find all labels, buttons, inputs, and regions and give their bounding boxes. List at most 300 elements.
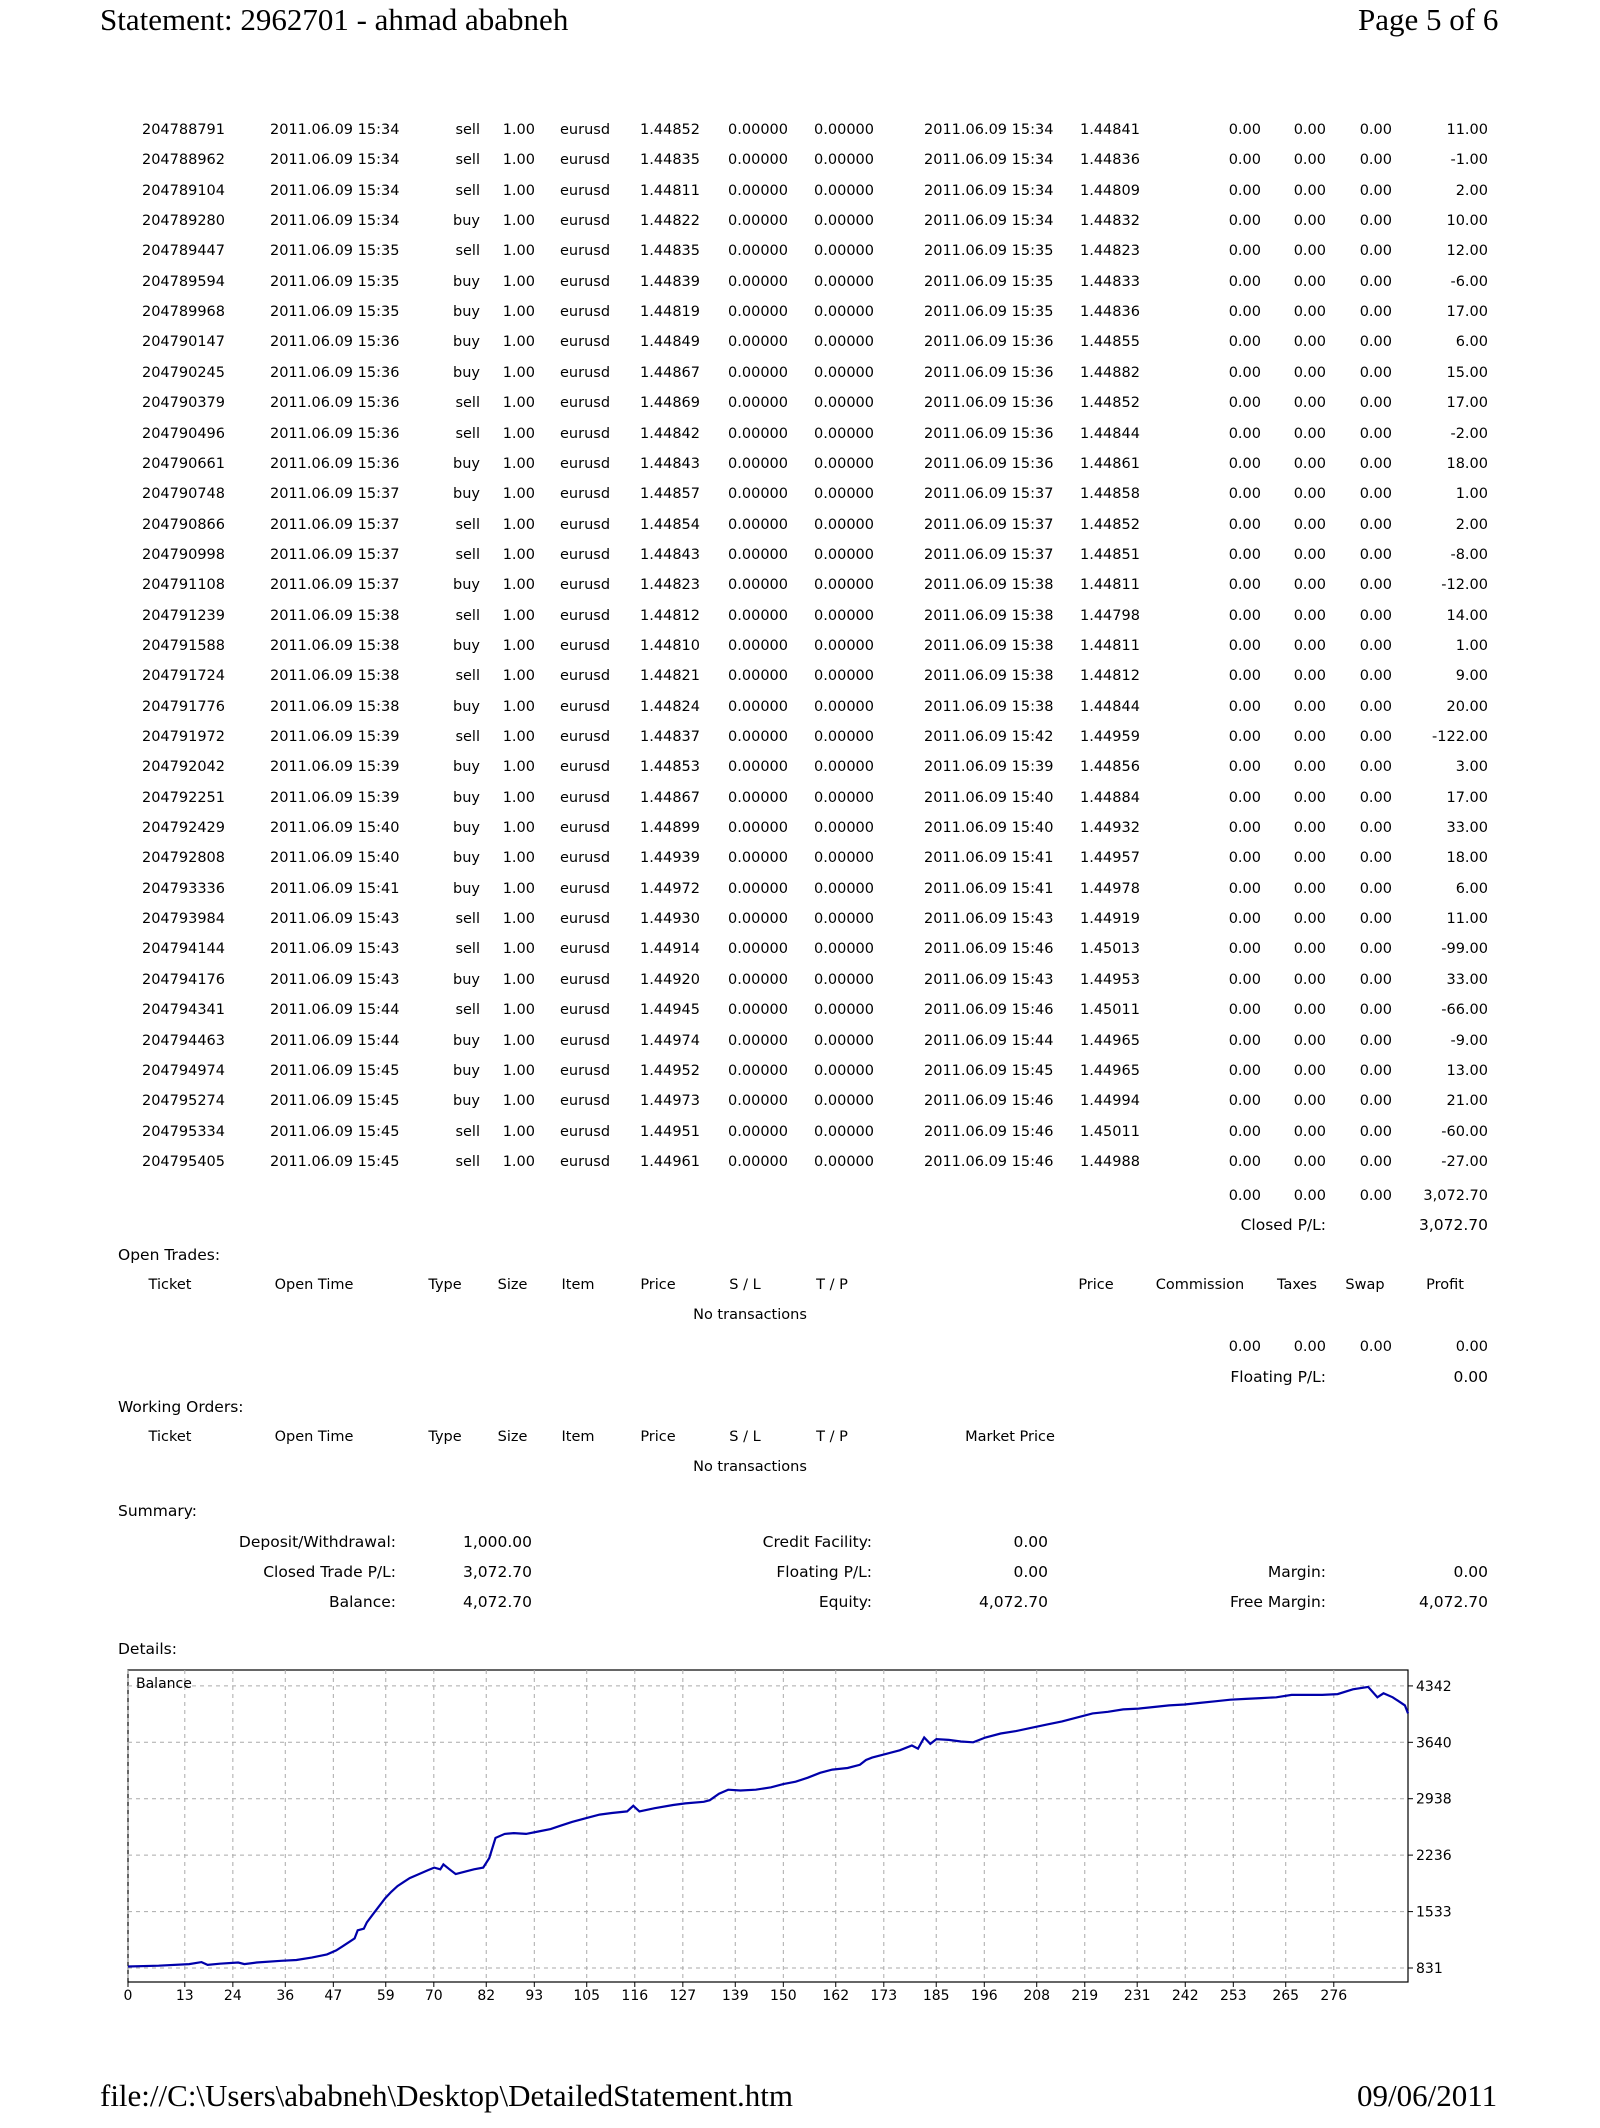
closed-trade-ticket: 204788962: [141, 152, 225, 169]
closed-trade-profit: -66.00: [1441, 1002, 1488, 1019]
closed-trade-tp: 0.00000: [814, 516, 874, 533]
closed-trade-commission: 0.00: [1228, 546, 1261, 563]
closed-trade-item: eurusd: [560, 607, 611, 624]
closed-trade-open-time: 2011.06.09 15:39: [270, 729, 400, 745]
closed-trade-pl-label: Closed Trade P/L:: [263, 1563, 396, 1581]
closed-trade-taxes: 0.00: [1293, 1032, 1326, 1049]
chart-y-tick-label: 3640: [1416, 1735, 1452, 1752]
closed-trade-close-time: 2011.06.09 15:40: [924, 820, 1054, 837]
closed-trade-commission: 0.00: [1228, 364, 1261, 381]
closed-trade-open-time: 2011.06.09 15:38: [270, 607, 400, 624]
closed-trade-ticket: 204794176: [141, 971, 225, 988]
closed-trade-type: buy: [453, 273, 480, 290]
closed-trade-swap: 0.00: [1359, 820, 1392, 837]
closed-trade-profit: 20.00: [1446, 698, 1488, 715]
closed-trade-sl: 0.00000: [728, 850, 788, 867]
closed-trade-type: sell: [455, 1002, 480, 1019]
closed-trade-open-time: 2011.06.09 15:36: [270, 455, 400, 472]
closed-trade-close-time: 2011.06.09 15:35: [924, 304, 1054, 321]
closed-trade-ticket: 204790245: [141, 364, 225, 381]
closed-trade-close-time: 2011.06.09 15:35: [924, 273, 1054, 290]
closed-trade-tp: 0.00000: [814, 334, 874, 351]
closed-trade-taxes: 0.00: [1293, 213, 1326, 230]
closed-trade-close-price: 1.45011: [1080, 1002, 1140, 1019]
closed-trade-swap: 0.00: [1359, 911, 1392, 928]
closed-trade-taxes: 0.00: [1293, 334, 1326, 351]
closed-trade-profit: 11.00: [1446, 122, 1488, 138]
closed-trade-size: 1.00: [502, 577, 535, 594]
closed-trade-sl: 0.00000: [728, 1032, 788, 1049]
closed-swap-total: 0.00: [1359, 1188, 1392, 1204]
margin-label: Margin:: [1267, 1563, 1326, 1581]
closed-trade-tp: 0.00000: [814, 1032, 874, 1049]
closed-trade-type: buy: [453, 1032, 480, 1049]
closed-trade-price: 1.44823: [640, 577, 700, 594]
closed-trade-ticket: 204791724: [141, 668, 225, 685]
closed-trade-taxes: 0.00: [1293, 1123, 1326, 1140]
closed-trade-item: eurusd: [560, 759, 611, 776]
closed-trade-ticket: 204794974: [141, 1062, 225, 1079]
closed-trade-swap: 0.00: [1359, 1002, 1392, 1019]
closed-trade-commission: 0.00: [1228, 1153, 1261, 1170]
working-header-type: Type: [428, 1429, 462, 1445]
closed-trade-open-time: 2011.06.09 15:35: [270, 273, 400, 290]
closed-trade-sl: 0.00000: [728, 1002, 788, 1019]
closed-trade-sl: 0.00000: [728, 516, 788, 533]
chart-x-tick-label: 70: [424, 1988, 443, 2004]
closed-trade-commission: 0.00: [1228, 577, 1261, 594]
closed-trade-swap: 0.00: [1359, 789, 1392, 806]
closed-trade-open-time: 2011.06.09 15:40: [270, 850, 400, 867]
closed-trade-taxes: 0.00: [1293, 1153, 1326, 1170]
deposit-value: 1,000.00: [462, 1533, 532, 1551]
closed-trade-price: 1.44835: [640, 243, 700, 260]
closed-trade-close-price: 1.44823: [1080, 243, 1140, 260]
closed-trade-commission: 0.00: [1228, 698, 1261, 715]
closed-trade-type: sell: [455, 941, 480, 958]
closed-trade-commission: 0.00: [1228, 152, 1261, 169]
deposit-label: Deposit/Withdrawal:: [238, 1533, 396, 1551]
open-header-item: Item: [561, 1277, 595, 1293]
chart-x-tick-label: 265: [1272, 1988, 1300, 2004]
closed-trade-close-time: 2011.06.09 15:36: [924, 425, 1054, 442]
closed-trade-close-time: 2011.06.09 15:36: [924, 455, 1054, 472]
closed-trade-close-price: 1.44884: [1080, 789, 1140, 806]
closed-trade-open-time: 2011.06.09 15:35: [270, 304, 400, 321]
open-header-tp: T / P: [816, 1277, 848, 1293]
chart-x-tick-label: 208: [1023, 1988, 1051, 2004]
closed-trade-tp: 0.00000: [814, 729, 874, 745]
closed-trade-profit: -99.00: [1441, 941, 1488, 958]
closed-trade-commission: 0.00: [1228, 789, 1261, 806]
closed-trade-sl: 0.00000: [728, 911, 788, 928]
closed-trade-type: buy: [453, 455, 480, 472]
chart-legend-label: Balance: [136, 1676, 192, 1692]
closed-trade-size: 1.00: [502, 668, 535, 685]
closed-trade-type: sell: [455, 122, 480, 138]
closed-trade-taxes: 0.00: [1293, 122, 1326, 138]
closed-trade-commission: 0.00: [1228, 1093, 1261, 1110]
closed-trade-ticket: 204790496: [141, 425, 225, 442]
closed-trade-tp: 0.00000: [814, 698, 874, 715]
closed-trade-size: 1.00: [502, 304, 535, 321]
closed-trade-close-price: 1.44953: [1080, 971, 1140, 988]
closed-trade-tp: 0.00000: [814, 304, 874, 321]
closed-trade-tp: 0.00000: [814, 607, 874, 624]
closed-trade-commission: 0.00: [1228, 729, 1261, 745]
closed-trade-sl: 0.00000: [728, 455, 788, 472]
equity-label: Equity:: [818, 1593, 872, 1611]
closed-trade-size: 1.00: [502, 637, 535, 654]
page-header-page-number: Page 5 of 6: [1358, 2, 1499, 37]
closed-trade-sl: 0.00000: [728, 1123, 788, 1140]
chart-x-tick-label: 162: [822, 1988, 850, 2004]
closed-trade-close-time: 2011.06.09 15:36: [924, 395, 1054, 412]
closed-trade-item: eurusd: [560, 152, 611, 169]
closed-trade-item: eurusd: [560, 455, 611, 472]
closed-trade-type: sell: [455, 425, 480, 442]
closed-trade-close-price: 1.44932: [1080, 820, 1140, 837]
closed-trade-item: eurusd: [560, 122, 611, 138]
closed-trade-close-time: 2011.06.09 15:46: [924, 1153, 1054, 1170]
closed-trade-type: buy: [453, 820, 480, 837]
closed-trade-size: 1.00: [502, 729, 535, 745]
closed-trade-close-price: 1.44858: [1080, 486, 1140, 503]
closed-trade-taxes: 0.00: [1293, 273, 1326, 290]
closed-trade-swap: 0.00: [1359, 182, 1392, 199]
closed-trade-swap: 0.00: [1359, 850, 1392, 867]
closed-trade-commission: 0.00: [1228, 516, 1261, 533]
closed-trade-profit: 17.00: [1446, 395, 1488, 412]
closed-trade-close-price: 1.44811: [1080, 577, 1140, 594]
closed-trade-ticket: 204795274: [141, 1093, 225, 1110]
closed-trade-item: eurusd: [560, 334, 611, 351]
closed-trade-open-time: 2011.06.09 15:43: [270, 941, 400, 958]
closed-trade-commission: 0.00: [1228, 455, 1261, 472]
closed-trade-ticket: 204789594: [141, 273, 225, 290]
closed-trade-close-price: 1.44965: [1080, 1032, 1140, 1049]
closed-trade-tp: 0.00000: [814, 122, 874, 138]
open-header-profit: Profit: [1426, 1277, 1464, 1293]
closed-trade-commission: 0.00: [1228, 122, 1261, 138]
closed-trade-size: 1.00: [502, 789, 535, 806]
closed-trade-size: 1.00: [502, 880, 535, 897]
closed-trade-profit: -9.00: [1450, 1032, 1488, 1049]
chart-x-tick-label: 127: [669, 1988, 697, 2004]
credit-facility-label: Credit Facility:: [762, 1533, 872, 1551]
closed-trade-pl-value: 3,072.70: [462, 1563, 532, 1581]
closed-trade-ticket: 204791776: [141, 698, 225, 715]
closed-trade-size: 1.00: [502, 152, 535, 169]
closed-trade-swap: 0.00: [1359, 273, 1392, 290]
closed-trade-type: buy: [453, 759, 480, 776]
closed-trade-commission: 0.00: [1228, 941, 1261, 958]
closed-trade-close-price: 1.44811: [1080, 637, 1140, 654]
closed-trade-sl: 0.00000: [728, 364, 788, 381]
closed-trade-open-time: 2011.06.09 15:37: [270, 516, 400, 533]
closed-trade-sl: 0.00000: [728, 152, 788, 169]
closed-trade-swap: 0.00: [1359, 577, 1392, 594]
closed-trade-swap: 0.00: [1359, 1123, 1392, 1140]
closed-trade-item: eurusd: [560, 698, 611, 715]
closed-pl-value: 3,072.70: [1418, 1216, 1488, 1234]
closed-trade-type: buy: [453, 334, 480, 351]
closed-trade-item: eurusd: [560, 213, 611, 230]
closed-trade-ticket: 204792251: [141, 789, 225, 806]
closed-trade-close-time: 2011.06.09 15:37: [924, 516, 1054, 533]
closed-trade-item: eurusd: [560, 1062, 611, 1079]
closed-trade-item: eurusd: [560, 1153, 611, 1170]
closed-trade-ticket: 204792808: [141, 850, 225, 867]
closed-trade-swap: 0.00: [1359, 668, 1392, 685]
closed-trade-type: sell: [455, 395, 480, 412]
closed-trade-close-price: 1.44852: [1080, 516, 1140, 533]
closed-trade-close-time: 2011.06.09 15:34: [924, 182, 1054, 199]
open-header-sl: S / L: [729, 1277, 761, 1293]
chart-x-tick-label: 13: [175, 1988, 194, 2004]
open-header-price-2: Price: [1078, 1277, 1114, 1293]
closed-trade-size: 1.00: [502, 607, 535, 624]
equity-value: 4,072.70: [978, 1593, 1048, 1611]
closed-trade-close-time: 2011.06.09 15:45: [924, 1062, 1054, 1079]
closed-trade-item: eurusd: [560, 820, 611, 837]
closed-trade-sl: 0.00000: [728, 334, 788, 351]
chart-x-tick-label: 231: [1123, 1988, 1151, 2004]
closed-trade-close-price: 1.44836: [1080, 152, 1140, 169]
closed-trade-swap: 0.00: [1359, 304, 1392, 321]
closed-trade-item: eurusd: [560, 850, 611, 867]
closed-trade-tp: 0.00000: [814, 911, 874, 928]
details-title: Details:: [118, 1640, 177, 1658]
open-header-ticket: Ticket: [148, 1277, 192, 1293]
closed-trade-commission: 0.00: [1228, 759, 1261, 776]
open-profit-total: 0.00: [1455, 1339, 1488, 1355]
open-header-price: Price: [640, 1277, 676, 1293]
closed-trade-tp: 0.00000: [814, 637, 874, 654]
closed-trade-close-price: 1.44851: [1080, 546, 1140, 563]
closed-trade-tp: 0.00000: [814, 213, 874, 230]
closed-trade-tp: 0.00000: [814, 971, 874, 988]
closed-trade-tp: 0.00000: [814, 820, 874, 837]
closed-trade-commission: 0.00: [1228, 395, 1261, 412]
closed-trade-size: 1.00: [502, 820, 535, 837]
closed-trade-tp: 0.00000: [814, 1093, 874, 1110]
closed-trade-size: 1.00: [502, 364, 535, 381]
closed-trade-ticket: 204790748: [141, 486, 225, 503]
chart-x-tick-label: 242: [1171, 1988, 1199, 2004]
closed-trade-item: eurusd: [560, 364, 611, 381]
closed-trade-swap: 0.00: [1359, 941, 1392, 958]
closed-trade-price: 1.44867: [640, 789, 700, 806]
closed-trade-price: 1.44972: [640, 880, 700, 897]
open-trades-empty: No transactions: [693, 1307, 807, 1323]
closed-trade-taxes: 0.00: [1293, 911, 1326, 928]
closed-trade-profit: 12.00: [1446, 243, 1488, 260]
closed-trade-tp: 0.00000: [814, 546, 874, 563]
free-margin-label: Free Margin:: [1230, 1593, 1326, 1611]
closed-trade-ticket: 204794463: [141, 1032, 225, 1049]
closed-trade-price: 1.44837: [640, 729, 700, 745]
closed-trade-commission: 0.00: [1228, 1002, 1261, 1019]
closed-trade-price: 1.44835: [640, 152, 700, 169]
closed-trade-sl: 0.00000: [728, 637, 788, 654]
closed-trade-close-time: 2011.06.09 15:44: [924, 1032, 1054, 1049]
working-header-size: Size: [497, 1429, 528, 1445]
closed-trade-profit: 18.00: [1446, 850, 1488, 867]
closed-trade-taxes: 0.00: [1293, 668, 1326, 685]
closed-trade-commission: 0.00: [1228, 243, 1261, 260]
closed-trade-commission: 0.00: [1228, 486, 1261, 503]
closed-trade-price: 1.44974: [640, 1032, 700, 1049]
closed-trade-tp: 0.00000: [814, 364, 874, 381]
closed-trade-type: sell: [455, 1153, 480, 1170]
closed-trade-sl: 0.00000: [728, 820, 788, 837]
closed-trade-type: sell: [455, 243, 480, 260]
closed-trade-open-time: 2011.06.09 15:36: [270, 364, 400, 381]
closed-trade-swap: 0.00: [1359, 759, 1392, 776]
closed-trade-sl: 0.00000: [728, 971, 788, 988]
closed-trade-taxes: 0.00: [1293, 880, 1326, 897]
closed-trade-size: 1.00: [502, 273, 535, 290]
closed-trade-swap: 0.00: [1359, 637, 1392, 654]
working-header-ticket: Ticket: [148, 1429, 192, 1445]
closed-trade-commission: 0.00: [1228, 213, 1261, 230]
closed-trade-commission: 0.00: [1228, 820, 1261, 837]
closed-trade-taxes: 0.00: [1293, 182, 1326, 199]
closed-trade-taxes: 0.00: [1293, 577, 1326, 594]
closed-trade-size: 1.00: [502, 182, 535, 199]
closed-trade-sl: 0.00000: [728, 729, 788, 745]
closed-trade-item: eurusd: [560, 516, 611, 533]
closed-trade-price: 1.44810: [640, 637, 700, 654]
closed-trade-tp: 0.00000: [814, 243, 874, 260]
closed-trade-size: 1.00: [502, 698, 535, 715]
closed-trade-commission: 0.00: [1228, 668, 1261, 685]
chart-x-tick-label: 93: [525, 1988, 544, 2004]
chart-x-tick-label: 150: [769, 1988, 797, 2004]
closed-trade-item: eurusd: [560, 789, 611, 806]
closed-trade-close-time: 2011.06.09 15:36: [924, 334, 1054, 351]
closed-trade-open-time: 2011.06.09 15:36: [270, 425, 400, 442]
closed-trade-type: buy: [453, 486, 480, 503]
closed-trade-tp: 0.00000: [814, 455, 874, 472]
closed-trade-type: buy: [453, 1093, 480, 1110]
closed-trade-sl: 0.00000: [728, 122, 788, 138]
closed-trade-ticket: 204795334: [141, 1123, 225, 1140]
closed-trade-profit: 6.00: [1455, 880, 1488, 897]
closed-trade-close-time: 2011.06.09 15:38: [924, 637, 1054, 654]
closed-trade-profit: -6.00: [1450, 273, 1488, 290]
closed-trade-profit: 18.00: [1446, 455, 1488, 472]
chart-x-tick-label: 0: [123, 1988, 133, 2004]
closed-trade-price: 1.44867: [640, 364, 700, 381]
closed-trade-ticket: 204790147: [141, 334, 225, 351]
closed-trade-size: 1.00: [502, 971, 535, 988]
closed-trade-close-time: 2011.06.09 15:43: [924, 911, 1054, 928]
closed-trade-swap: 0.00: [1359, 546, 1392, 563]
closed-trade-taxes: 0.00: [1293, 971, 1326, 988]
chart-x-tick-label: 219: [1071, 1988, 1099, 2004]
closed-trade-close-time: 2011.06.09 15:38: [924, 668, 1054, 685]
closed-trade-close-price: 1.44856: [1080, 759, 1140, 776]
closed-trade-profit: 1.00: [1455, 486, 1488, 503]
closed-trade-close-price: 1.44809: [1080, 182, 1140, 199]
closed-trade-commission: 0.00: [1228, 911, 1261, 928]
chart-x-tick-label: 253: [1219, 1988, 1247, 2004]
closed-trade-close-time: 2011.06.09 15:43: [924, 971, 1054, 988]
closed-trade-sl: 0.00000: [728, 668, 788, 685]
closed-trade-swap: 0.00: [1359, 455, 1392, 472]
closed-trade-open-time: 2011.06.09 15:45: [270, 1153, 400, 1170]
closed-trade-open-time: 2011.06.09 15:44: [270, 1002, 400, 1019]
closed-trade-close-price: 1.44919: [1080, 911, 1140, 928]
closed-trade-taxes: 0.00: [1293, 455, 1326, 472]
closed-trade-swap: 0.00: [1359, 971, 1392, 988]
working-header-sl: S / L: [729, 1429, 761, 1445]
closed-trade-open-time: 2011.06.09 15:43: [270, 911, 400, 928]
closed-trade-close-price: 1.45011: [1080, 1123, 1140, 1140]
closed-trade-open-time: 2011.06.09 15:37: [270, 577, 400, 594]
closed-trade-sl: 0.00000: [728, 213, 788, 230]
closed-trade-taxes: 0.00: [1293, 820, 1326, 837]
closed-trade-close-price: 1.44861: [1080, 455, 1140, 472]
closed-trade-open-time: 2011.06.09 15:37: [270, 546, 400, 563]
closed-trade-open-time: 2011.06.09 15:45: [270, 1062, 400, 1079]
closed-trade-open-time: 2011.06.09 15:38: [270, 698, 400, 715]
floating-pl-value: 0.00: [1453, 1368, 1488, 1386]
closed-trade-sl: 0.00000: [728, 789, 788, 806]
closed-trade-ticket: 204790661: [141, 455, 225, 472]
closed-trade-profit: -27.00: [1441, 1153, 1488, 1170]
closed-trade-item: eurusd: [560, 668, 611, 685]
closed-trade-sl: 0.00000: [728, 395, 788, 412]
chart-x-tick-label: 139: [721, 1988, 749, 2004]
closed-trade-taxes: 0.00: [1293, 1093, 1326, 1110]
closed-trade-open-time: 2011.06.09 15:45: [270, 1123, 400, 1140]
closed-trade-item: eurusd: [560, 880, 611, 897]
closed-trade-ticket: 204791239: [141, 607, 225, 624]
closed-trade-profit: -60.00: [1441, 1123, 1488, 1140]
closed-trade-item: eurusd: [560, 577, 611, 594]
closed-trade-close-price: 1.44812: [1080, 668, 1140, 685]
closed-trade-taxes: 0.00: [1293, 395, 1326, 412]
closed-trade-size: 1.00: [502, 1153, 535, 1170]
closed-trade-tp: 0.00000: [814, 789, 874, 806]
closed-trade-type: sell: [455, 182, 480, 199]
closed-trade-ticket: 204790998: [141, 546, 225, 563]
closed-trade-item: eurusd: [560, 637, 611, 654]
closed-trade-swap: 0.00: [1359, 607, 1392, 624]
closed-trade-size: 1.00: [502, 850, 535, 867]
closed-trade-type: buy: [453, 789, 480, 806]
summary-floating-pl-label: Floating P/L:: [776, 1563, 872, 1581]
closed-trade-close-price: 1.44855: [1080, 334, 1140, 351]
closed-trade-price: 1.44952: [640, 1062, 700, 1079]
closed-trade-tp: 0.00000: [814, 1153, 874, 1170]
closed-trade-price: 1.44973: [640, 1093, 700, 1110]
closed-trade-close-time: 2011.06.09 15:46: [924, 1093, 1054, 1110]
closed-trade-commission: 0.00: [1228, 273, 1261, 290]
closed-trade-sl: 0.00000: [728, 880, 788, 897]
closed-trade-profit: -2.00: [1450, 425, 1488, 442]
closed-trade-swap: 0.00: [1359, 486, 1392, 503]
closed-trade-type: sell: [455, 729, 480, 745]
closed-trade-item: eurusd: [560, 971, 611, 988]
open-header-swap: Swap: [1345, 1277, 1385, 1293]
closed-trade-item: eurusd: [560, 486, 611, 503]
closed-trade-close-price: 1.44994: [1080, 1093, 1140, 1110]
closed-trade-item: eurusd: [560, 425, 611, 442]
